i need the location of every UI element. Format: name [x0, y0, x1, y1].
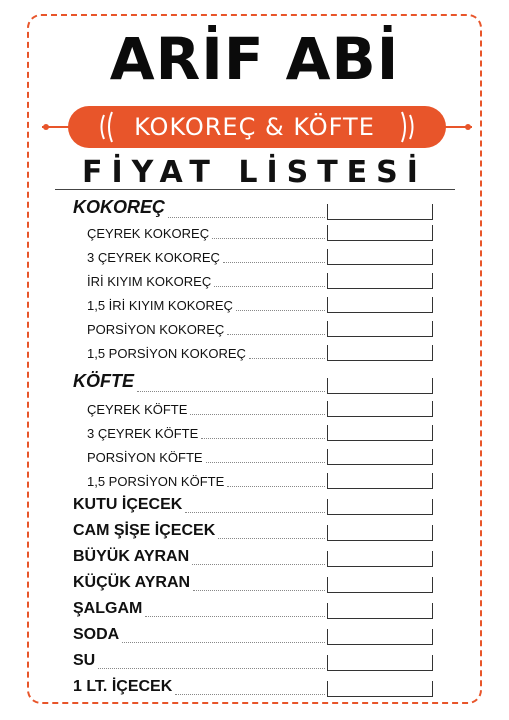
leader-dots: [227, 334, 325, 335]
item-label: CAM ŞİŞE İÇECEK: [73, 522, 216, 539]
brand-title: ARİF ABİ: [109, 25, 400, 93]
section-title: KOKOREÇ: [73, 197, 166, 217]
leader-dots: [227, 486, 325, 487]
price-row: [0, 546, 509, 568]
section-title: KÖFTE: [73, 371, 134, 391]
page-subtitle: FİYAT LİSTESİ: [82, 155, 427, 190]
price-box: [327, 449, 433, 465]
item-label: SU: [73, 652, 96, 669]
price-row: [0, 494, 509, 516]
ribbon-label: KOKOREÇ & KÖFTE: [134, 113, 375, 141]
item-label: İRİ KIYIM KOKOREÇ: [87, 274, 212, 289]
item-label: 3 ÇEYREK KOKOREÇ: [87, 250, 220, 265]
leader-dots: [206, 462, 325, 463]
item-label: PORSİYON KÖFTE: [87, 450, 203, 465]
price-box: [327, 378, 433, 394]
item-label: 1,5 İRİ KIYIM KOKOREÇ: [87, 298, 233, 313]
price-box: [327, 401, 433, 417]
leader-dots: [201, 438, 325, 439]
price-box: [327, 204, 433, 220]
leader-dots: [193, 590, 325, 591]
price-row: [0, 224, 509, 242]
price-row: [0, 676, 509, 698]
section-row: [0, 371, 509, 395]
leader-dots: [145, 616, 325, 617]
leader-dots: [137, 391, 325, 392]
leader-dots: [192, 564, 325, 565]
price-row: [0, 472, 509, 490]
price-row: [0, 624, 509, 646]
price-box: [327, 577, 433, 593]
price-box: [327, 321, 433, 337]
price-box: [327, 499, 433, 515]
price-box: [327, 425, 433, 441]
item-label: 3 ÇEYREK KÖFTE: [87, 426, 199, 441]
price-box: [327, 273, 433, 289]
price-box: [327, 297, 433, 313]
item-label: PORSİYON KOKOREÇ: [87, 322, 225, 337]
leader-dots: [249, 358, 325, 359]
price-row: [0, 320, 509, 338]
item-label: ŞALGAM: [73, 600, 143, 617]
price-row: [0, 272, 509, 290]
price-box: [327, 603, 433, 619]
price-row: [0, 448, 509, 466]
item-label: ÇEYREK KOKOREÇ: [87, 226, 210, 241]
leader-dots: [223, 262, 325, 263]
item-label: SODA: [73, 626, 120, 643]
price-box: [327, 551, 433, 567]
leader-dots: [236, 310, 325, 311]
item-label: ÇEYREK KÖFTE: [87, 402, 188, 417]
price-row: [0, 598, 509, 620]
leader-dots: [218, 538, 325, 539]
price-box: [327, 525, 433, 541]
price-row: [0, 344, 509, 362]
price-row: [0, 572, 509, 594]
price-row: [0, 650, 509, 672]
price-box: [327, 629, 433, 645]
leader-dots: [175, 694, 325, 695]
item-label: 1,5 PORSİYON KÖFTE: [87, 474, 225, 489]
leader-dots: [98, 668, 325, 669]
price-row: [0, 520, 509, 542]
price-row: [0, 400, 509, 418]
item-label: KUTU İÇECEK: [73, 496, 183, 513]
leader-dots: [185, 512, 325, 513]
item-label: 1 LT. İÇECEK: [73, 678, 173, 695]
price-box: [327, 681, 433, 697]
section-row: [0, 197, 509, 221]
price-row: [0, 296, 509, 314]
price-box: [327, 473, 433, 489]
item-label: BÜYÜK AYRAN: [73, 548, 190, 565]
price-box: [327, 655, 433, 671]
price-row: [0, 424, 509, 442]
price-box: [327, 225, 433, 241]
item-label: 1,5 PORSİYON KOKOREÇ: [87, 346, 246, 361]
price-box: [327, 345, 433, 361]
leader-dots: [214, 286, 325, 287]
item-label: KÜÇÜK AYRAN: [73, 574, 191, 591]
leader-dots: [190, 414, 325, 415]
leader-dots: [212, 238, 325, 239]
price-row: [0, 248, 509, 266]
leader-dots: [168, 217, 325, 218]
leader-dots: [122, 642, 325, 643]
price-box: [327, 249, 433, 265]
